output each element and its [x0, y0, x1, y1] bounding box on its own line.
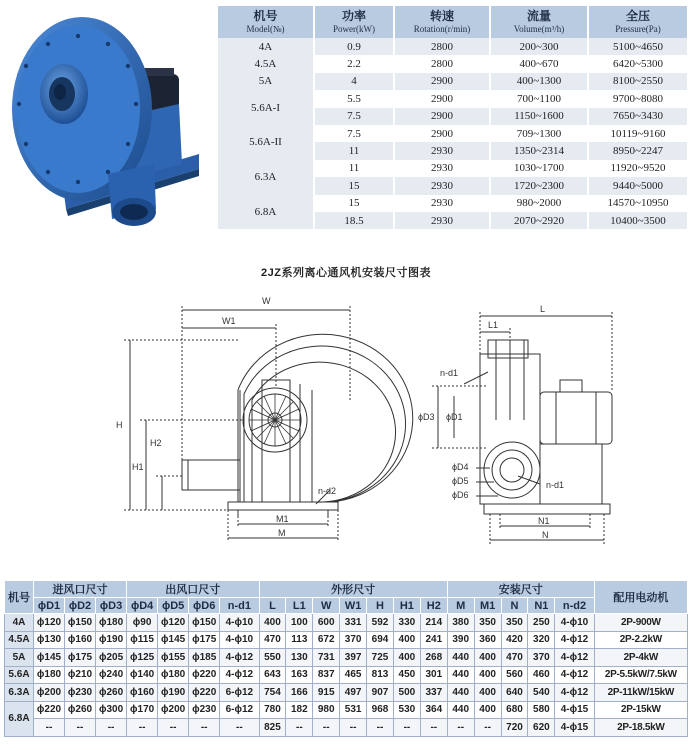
dim-cell: 250 [528, 614, 555, 632]
table-row [5, 684, 688, 702]
dim-cell: 720 [501, 719, 528, 737]
rotation-cell: 2900 [394, 90, 490, 107]
col-d2: ϕD2 [65, 598, 96, 614]
volume-cell: 1720~2300 [490, 177, 588, 194]
col-d4: ϕD4 [127, 598, 158, 614]
col-W1: W1 [340, 598, 367, 614]
spec-header-row [218, 6, 688, 38]
model-cell: 6.8A [5, 701, 34, 736]
dim-cell: ϕ185 [189, 649, 220, 667]
dim-cell: 465 [340, 666, 367, 684]
motor-cell: 2P-18.5kW [594, 719, 687, 737]
dim-cell: -- [158, 719, 189, 737]
dim-label-nd1-bottom: n-d1 [546, 480, 565, 490]
dim-cell: 470 [501, 649, 528, 667]
dim-cell: ϕ190 [96, 631, 127, 649]
col-H2: H2 [420, 598, 447, 614]
dim-cell: ϕ180 [158, 666, 189, 684]
dim-cell: 4-ϕ12 [555, 684, 594, 702]
performance-spec-table [218, 6, 689, 229]
col-model: 机号 Model(№) [218, 6, 314, 38]
power-cell: 11 [314, 160, 394, 177]
dim-cell: 214 [420, 614, 447, 632]
dim-cell: 400 [474, 701, 501, 719]
dim-label-nd1-top: n-d1 [440, 368, 459, 378]
dim-cell: -- [340, 719, 367, 737]
dim-cell: 268 [420, 649, 447, 667]
dim-table-body [5, 614, 688, 737]
model-cell: 5A [5, 649, 34, 667]
group-outlet: 出风口尺寸 [127, 581, 259, 598]
col-nd2: n-d2 [555, 598, 594, 614]
dim-cell: 672 [313, 631, 340, 649]
dim-cell: ϕ160 [127, 684, 158, 702]
volume-cell: 1150~1600 [490, 108, 588, 125]
rotation-cell: 2930 [394, 195, 490, 212]
volume-cell: 2070~2920 [490, 212, 588, 229]
centrifugal-fan-illustration [4, 4, 204, 240]
motor-cell: 2P-11kW/15kW [594, 684, 687, 702]
dim-cell: 4-ϕ10 [220, 614, 259, 632]
dim-cell: 825 [259, 719, 286, 737]
dim-label-L: L [540, 304, 546, 314]
dim-cell: 350 [474, 614, 501, 632]
table-row [218, 125, 688, 142]
col-M: M [447, 598, 474, 614]
col-d1: ϕD1 [33, 598, 64, 614]
dim-cell: -- [189, 719, 220, 737]
model-cell: 4A [5, 614, 34, 632]
dim-label-D1: ϕD1 [446, 412, 463, 422]
table-row [5, 649, 688, 667]
dim-label-D6: ϕD6 [452, 490, 469, 500]
pressure-cell: 6420~5300 [588, 55, 688, 72]
col-motor: 配用电动机 [594, 581, 687, 614]
dim-label-W1: W1 [222, 316, 236, 326]
dim-cell: ϕ210 [65, 666, 96, 684]
col-N: N [501, 598, 528, 614]
col-power: 功率 Power(kW) [314, 6, 394, 38]
dim-cell: 4-ϕ10 [220, 631, 259, 649]
dim-cell: 4-ϕ12 [555, 631, 594, 649]
model-cell: 5.6A-I [218, 90, 314, 125]
table-row [5, 614, 688, 632]
pressure-cell: 9700~8080 [588, 90, 688, 107]
model-cell: 4A [218, 38, 314, 55]
dim-cell: 530 [393, 701, 420, 719]
col-pressure: 全压 Pressure(Pa) [588, 6, 688, 38]
dim-cell: 370 [528, 649, 555, 667]
dim-cell: ϕ180 [33, 666, 64, 684]
dim-label-H: H [116, 420, 123, 430]
dim-cell: ϕ220 [33, 701, 64, 719]
dim-cell: ϕ175 [65, 649, 96, 667]
dim-cell: ϕ200 [33, 684, 64, 702]
dim-cell: ϕ170 [127, 701, 158, 719]
dim-cell: -- [96, 719, 127, 737]
power-cell: 7.5 [314, 125, 394, 142]
dim-cell: 4-ϕ12 [555, 666, 594, 684]
table-row [5, 701, 688, 719]
dim-cell: ϕ190 [158, 684, 189, 702]
table-row [218, 55, 688, 72]
dim-cell: 130 [286, 649, 313, 667]
dim-label-M1: M1 [276, 514, 289, 524]
dim-cell: ϕ150 [189, 614, 220, 632]
dim-cell: -- [367, 719, 394, 737]
dim-cell: 4-ϕ12 [220, 649, 259, 667]
rotation-cell: 2900 [394, 108, 490, 125]
dim-cell: 364 [420, 701, 447, 719]
dim-cell: ϕ175 [189, 631, 220, 649]
dim-cell: 460 [528, 666, 555, 684]
dim-cell: 4-ϕ12 [555, 649, 594, 667]
dim-cell: ϕ140 [127, 666, 158, 684]
dim-cell: 550 [259, 649, 286, 667]
model-cell: 6.8A [218, 195, 314, 230]
power-cell: 18.5 [314, 212, 394, 229]
dim-cell: ϕ200 [158, 701, 189, 719]
col-W: W [313, 598, 340, 614]
dim-cell: ϕ150 [65, 614, 96, 632]
dim-cell: 731 [313, 649, 340, 667]
col-d3: ϕD3 [96, 598, 127, 614]
dim-cell: -- [33, 719, 64, 737]
dim-cell: 6-ϕ12 [220, 701, 259, 719]
col-model: 机号 [5, 581, 34, 614]
dim-cell: 100 [286, 614, 313, 632]
dim-cell: 500 [393, 684, 420, 702]
dim-cell: 640 [501, 684, 528, 702]
dim-cell: 400 [474, 684, 501, 702]
rotation-cell: 2900 [394, 125, 490, 142]
dim-cell: 4-ϕ15 [555, 701, 594, 719]
dim-cell: ϕ90 [127, 614, 158, 632]
power-cell: 7.5 [314, 108, 394, 125]
dim-label-nd2: n-d2 [318, 486, 337, 496]
rotation-cell: 2800 [394, 55, 490, 72]
motor-cell: 2P-900W [594, 614, 687, 632]
dim-cell: 350 [501, 614, 528, 632]
volume-cell: 700~1100 [490, 90, 588, 107]
col-H: H [367, 598, 394, 614]
dim-cell: 397 [340, 649, 367, 667]
table-row [218, 73, 688, 90]
pressure-cell: 8950~2247 [588, 142, 688, 159]
front-view-drawing [124, 306, 413, 542]
col-volume: 流量 Volume(m³/h) [490, 6, 588, 38]
dim-cell: 166 [286, 684, 313, 702]
col-nd1: n-d1 [220, 598, 259, 614]
dim-cell: 592 [367, 614, 394, 632]
pressure-cell: 5100~4650 [588, 38, 688, 55]
pressure-cell: 7650~3430 [588, 108, 688, 125]
dim-cell: 560 [501, 666, 528, 684]
dim-cell: 337 [420, 684, 447, 702]
group-outline: 外形尺寸 [259, 581, 447, 598]
model-cell: 6.3A [218, 160, 314, 195]
model-cell: 4.5A [218, 55, 314, 72]
dim-cell: 400 [259, 614, 286, 632]
dim-cell: -- [447, 719, 474, 737]
power-cell: 2.2 [314, 55, 394, 72]
rotation-cell: 2930 [394, 212, 490, 229]
col-N1: N1 [528, 598, 555, 614]
power-cell: 0.9 [314, 38, 394, 55]
power-cell: 5.5 [314, 90, 394, 107]
col-d6: ϕD6 [189, 598, 220, 614]
dim-cell: -- [65, 719, 96, 737]
dim-cell: 301 [420, 666, 447, 684]
dim-cell: -- [393, 719, 420, 737]
dim-cell: 725 [367, 649, 394, 667]
dim-cell: ϕ180 [96, 614, 127, 632]
dim-cell: 813 [367, 666, 394, 684]
dim-cell: 754 [259, 684, 286, 702]
pressure-cell: 10119~9160 [588, 125, 688, 142]
dim-label-D5: ϕD5 [452, 476, 469, 486]
dim-cell: ϕ230 [189, 701, 220, 719]
volume-cell: 200~300 [490, 38, 588, 55]
dim-group-header-row [5, 581, 688, 598]
dim-cell: ϕ300 [96, 701, 127, 719]
motor-cell: 2P-5.5kW/7.5kW [594, 666, 687, 684]
dim-cell: 360 [474, 631, 501, 649]
volume-cell: 400~670 [490, 55, 588, 72]
dim-label-L1: L1 [488, 320, 499, 330]
dim-cell: -- [474, 719, 501, 737]
dim-cell: 980 [313, 701, 340, 719]
fan-product-image [4, 4, 204, 240]
model-cell: 4.5A [5, 631, 34, 649]
dim-cell: 182 [286, 701, 313, 719]
dim-cell: 400 [393, 649, 420, 667]
dim-cell: ϕ130 [33, 631, 64, 649]
dim-cell: 580 [528, 701, 555, 719]
dim-cell: -- [313, 719, 340, 737]
dim-cell: ϕ155 [158, 649, 189, 667]
installation-drawings [0, 280, 692, 570]
dim-cell: 440 [447, 666, 474, 684]
dim-label-H1: H1 [132, 462, 144, 472]
rotation-cell: 2900 [394, 73, 490, 90]
dim-cell: 163 [286, 666, 313, 684]
dim-cell: -- [286, 719, 313, 737]
col-H1: H1 [393, 598, 420, 614]
dim-cell: ϕ230 [65, 684, 96, 702]
dim-cell: 694 [367, 631, 394, 649]
pressure-cell: 10400~3500 [588, 212, 688, 229]
dim-cell: -- [420, 719, 447, 737]
dim-cell: 6-ϕ12 [220, 684, 259, 702]
dim-cell: 620 [528, 719, 555, 737]
dim-cell: 470 [259, 631, 286, 649]
model-cell: 5.6A [5, 666, 34, 684]
pressure-cell: 11920~9520 [588, 160, 688, 177]
dim-cell: ϕ125 [127, 649, 158, 667]
dim-sub-header-row [5, 598, 688, 614]
dim-cell: ϕ160 [65, 631, 96, 649]
dim-cell: 531 [340, 701, 367, 719]
diagram-title: 2JZ系列离心通风机安装尺寸图表 [261, 267, 431, 279]
dim-cell: 680 [501, 701, 528, 719]
dim-cell: 440 [447, 701, 474, 719]
col-d5: ϕD5 [158, 598, 189, 614]
dim-cell: 780 [259, 701, 286, 719]
dim-cell: 497 [340, 684, 367, 702]
rotation-cell: 2800 [394, 38, 490, 55]
motor-cell: 2P-4kW [594, 649, 687, 667]
dim-cell: 4-ϕ10 [555, 614, 594, 632]
dim-label-M: M [278, 528, 286, 538]
col-L: L [259, 598, 286, 614]
dim-cell: -- [127, 719, 158, 737]
col-rotation: 转速 Rotation(r/min) [394, 6, 490, 38]
group-inlet: 进风口尺寸 [33, 581, 126, 598]
dim-cell: 600 [313, 614, 340, 632]
dim-cell: 241 [420, 631, 447, 649]
dim-cell: 4-ϕ15 [555, 719, 594, 737]
rotation-cell: 2930 [394, 160, 490, 177]
dim-cell: 330 [393, 614, 420, 632]
rotation-cell: 2930 [394, 177, 490, 194]
dim-cell: 440 [447, 649, 474, 667]
table-row [5, 719, 688, 737]
dim-cell: 915 [313, 684, 340, 702]
dim-cell: 380 [447, 614, 474, 632]
group-install: 安装尺寸 [447, 581, 594, 598]
pressure-cell: 8100~2550 [588, 73, 688, 90]
table-row [5, 666, 688, 684]
dim-cell: ϕ220 [189, 666, 220, 684]
power-cell: 11 [314, 142, 394, 159]
table-row [218, 160, 688, 177]
col-M1: M1 [474, 598, 501, 614]
power-cell: 15 [314, 177, 394, 194]
dim-cell: ϕ120 [158, 614, 189, 632]
dim-label-N: N [542, 530, 549, 540]
installation-dimension-table [4, 580, 688, 737]
pressure-cell: 14570~10950 [588, 195, 688, 212]
volume-cell: 400~1300 [490, 73, 588, 90]
rotation-cell: 2930 [394, 142, 490, 159]
table-row [218, 90, 688, 107]
dim-cell: 320 [528, 631, 555, 649]
motor-cell: 2P-15kW [594, 701, 687, 719]
dim-cell: 540 [528, 684, 555, 702]
model-cell: 5A [218, 73, 314, 90]
dim-cell: 643 [259, 666, 286, 684]
dim-cell: ϕ220 [189, 684, 220, 702]
dim-cell: 450 [393, 666, 420, 684]
table-row [218, 38, 688, 55]
dim-cell: -- [220, 719, 259, 737]
power-cell: 4 [314, 73, 394, 90]
dim-cell: ϕ120 [33, 614, 64, 632]
dim-cell: ϕ145 [158, 631, 189, 649]
dim-cell: 400 [393, 631, 420, 649]
dim-label-D4: ϕD4 [452, 462, 469, 472]
model-cell: 5.6A-II [218, 125, 314, 160]
dim-cell: 331 [340, 614, 367, 632]
dim-cell: ϕ260 [65, 701, 96, 719]
dim-cell: ϕ205 [96, 649, 127, 667]
dim-cell: 4-ϕ12 [220, 666, 259, 684]
dim-label-N1: N1 [538, 516, 550, 526]
dim-cell: 113 [286, 631, 313, 649]
volume-cell: 980~2000 [490, 195, 588, 212]
dim-cell: ϕ260 [96, 684, 127, 702]
dim-cell: ϕ240 [96, 666, 127, 684]
dim-cell: ϕ145 [33, 649, 64, 667]
col-L1: L1 [286, 598, 313, 614]
dim-cell: 907 [367, 684, 394, 702]
dim-cell: 837 [313, 666, 340, 684]
drawing-canvas [0, 280, 692, 570]
volume-cell: 1030~1700 [490, 160, 588, 177]
dim-cell: 400 [474, 666, 501, 684]
dim-label-D3: ϕD3 [418, 412, 435, 422]
motor-cell: 2P-2.2kW [594, 631, 687, 649]
dim-cell: 370 [340, 631, 367, 649]
dim-cell: ϕ115 [127, 631, 158, 649]
dim-label-W: W [262, 296, 271, 306]
dim-cell: 968 [367, 701, 394, 719]
dim-cell: 400 [474, 649, 501, 667]
dim-cell: 390 [447, 631, 474, 649]
volume-cell: 709~1300 [490, 125, 588, 142]
pressure-cell: 9440~5000 [588, 177, 688, 194]
model-cell: 6.3A [5, 684, 34, 702]
volume-cell: 1350~2314 [490, 142, 588, 159]
power-cell: 15 [314, 195, 394, 212]
dim-label-H2: H2 [150, 438, 162, 448]
dim-cell: 420 [501, 631, 528, 649]
dim-cell: 440 [447, 684, 474, 702]
table-row [218, 195, 688, 212]
side-view-drawing [432, 312, 612, 544]
table-row [5, 631, 688, 649]
